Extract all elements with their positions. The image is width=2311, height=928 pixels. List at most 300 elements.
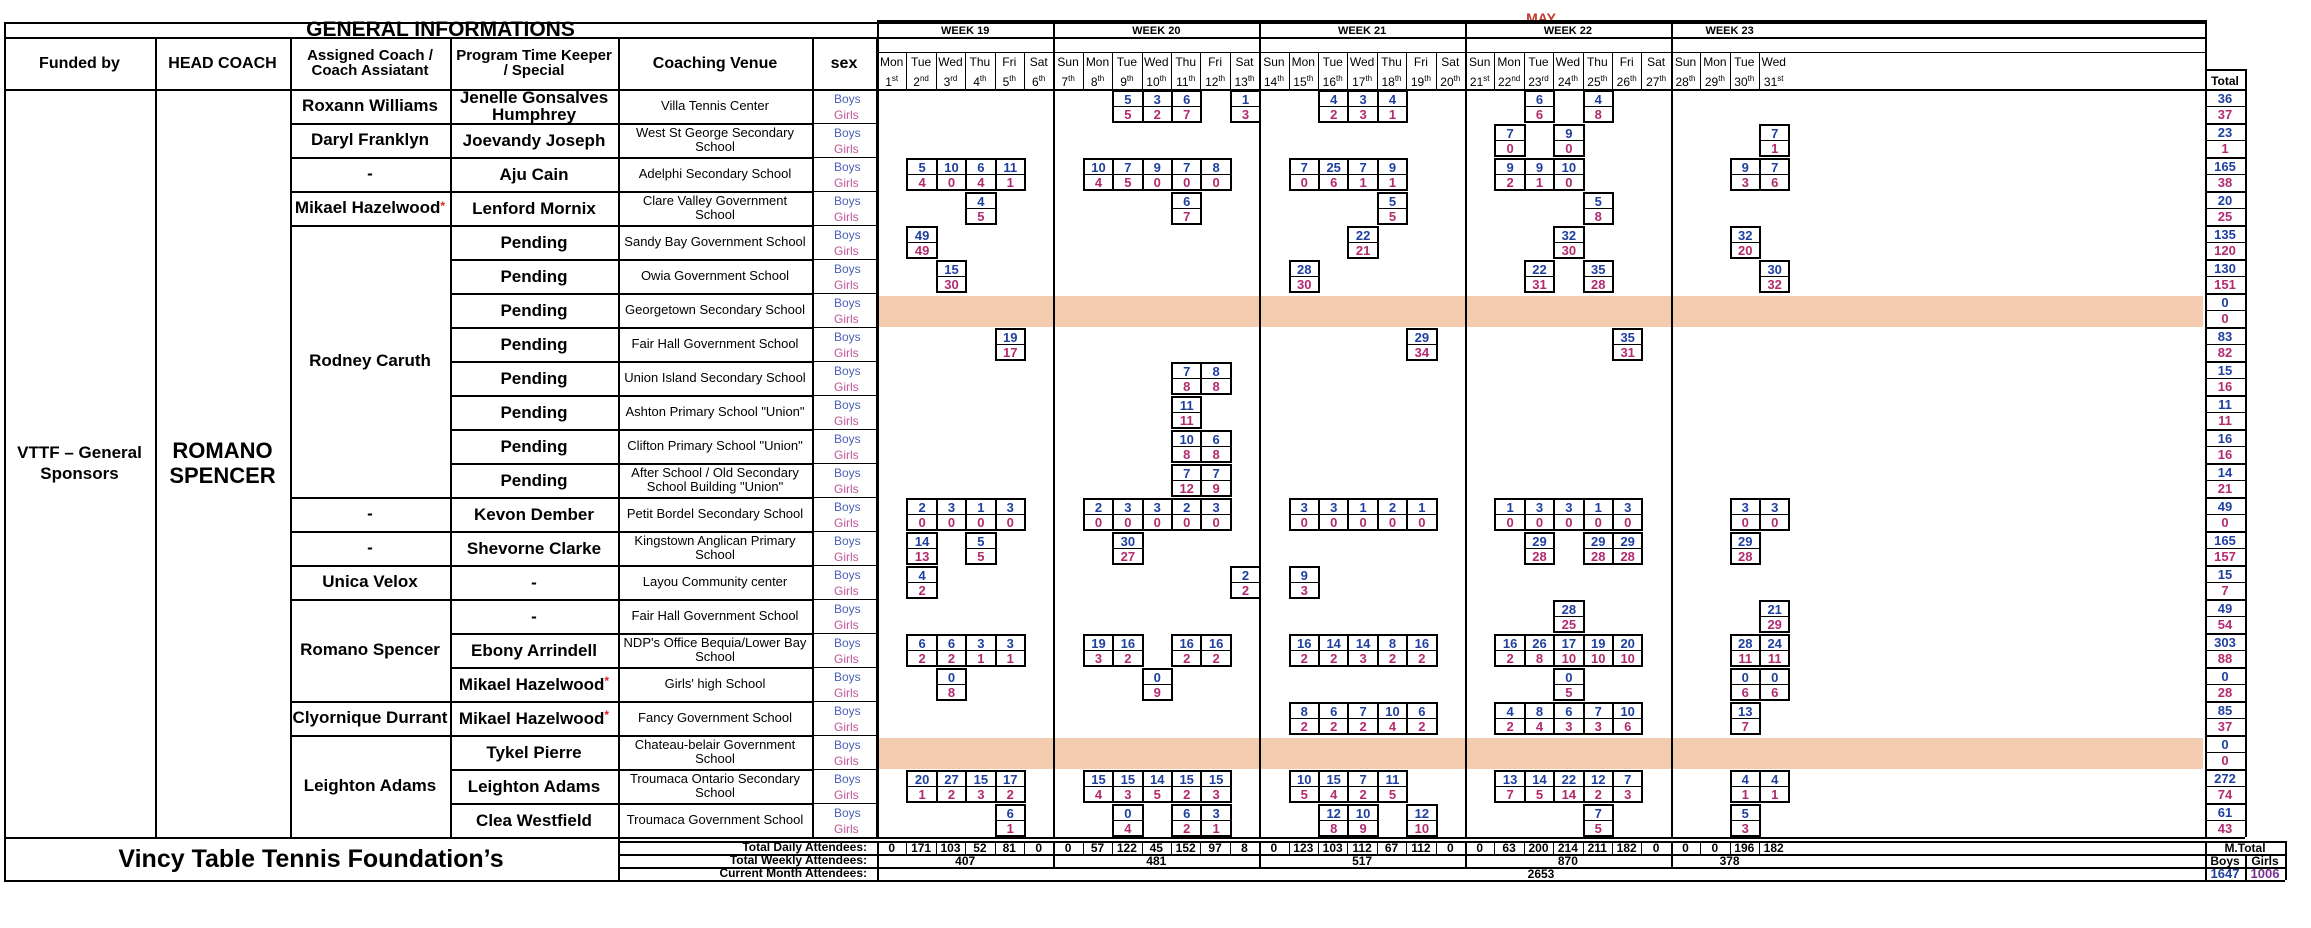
girls-grand-total: 1006	[2250, 866, 2280, 881]
girls-count: 6	[1759, 174, 1790, 191]
girls-count: 2	[906, 650, 937, 667]
girls-count: 2	[1171, 820, 1202, 837]
girls-count: 0	[1347, 514, 1378, 531]
boys-count: 24	[1759, 634, 1790, 651]
boys-count: 6	[995, 804, 1026, 821]
sex-boys: Boys	[834, 500, 861, 514]
day-name: Fri	[1619, 55, 1634, 69]
girls-count: 1	[906, 786, 937, 803]
sex-boys: Boys	[834, 772, 861, 786]
total-daily-label: Total Daily Attendees:	[742, 840, 867, 854]
day-date: 16th	[1322, 74, 1343, 89]
row-total-girls: 43	[2217, 820, 2233, 836]
girls-count: 11	[1759, 650, 1790, 667]
row-total-boys: 0	[2221, 736, 2229, 752]
day-date: 28th	[1675, 74, 1696, 89]
boys-count: 15	[936, 260, 967, 277]
total-weekly-label: Total Weekly Attendees:	[729, 853, 867, 867]
girls-count: 3	[965, 786, 996, 803]
weekly-total: 870	[1557, 853, 1578, 868]
girls-count: 7	[1171, 208, 1202, 225]
sex-boys: Boys	[834, 534, 861, 548]
boys-count: 19	[1583, 634, 1614, 651]
boys-count: 3	[1759, 498, 1790, 515]
day-date: 23rd	[1528, 74, 1549, 89]
girls-count: 10	[1406, 820, 1437, 837]
girls-count: 5	[965, 548, 996, 565]
day-name: Sun	[1469, 55, 1491, 69]
boys-count: 6	[1171, 804, 1202, 821]
row-total-boys: 23	[2217, 124, 2233, 140]
boys-count: 3	[1142, 90, 1173, 107]
boys-count: 16	[1171, 634, 1202, 651]
day-date: 25th	[1587, 74, 1608, 89]
boys-count: 9	[1377, 158, 1408, 175]
girls-count: 0	[936, 514, 967, 531]
coaching-venue: Petit Bordel Secondary School	[626, 506, 804, 521]
girls-count: 2	[1494, 650, 1525, 667]
boys-count: 7	[1347, 770, 1378, 787]
boys-count: 4	[1759, 770, 1790, 787]
girls-count: 0	[1730, 514, 1761, 531]
girls-count: 5	[965, 208, 996, 225]
row-total-boys: 165	[2214, 158, 2236, 174]
boys-count: 0	[936, 668, 967, 685]
girls-count: 5	[1377, 208, 1408, 225]
girls-count: 8	[1583, 106, 1614, 123]
girls-count: 6	[1524, 106, 1555, 123]
row-total-boys: 130	[2214, 260, 2236, 276]
boys-count: 35	[1583, 260, 1614, 277]
girls-count: 9	[1200, 480, 1231, 497]
boys-count: 27	[936, 770, 967, 787]
girls-count: 2	[1406, 718, 1437, 735]
boys-count: 11	[1377, 770, 1408, 787]
sex-girls: Girls	[834, 312, 859, 326]
girls-count: 3	[1083, 650, 1114, 667]
boys-count: 30	[1112, 532, 1143, 549]
day-name: Mon	[1291, 55, 1315, 69]
program-time-keeper: Mikael Hazelwood *	[458, 708, 610, 728]
day-date: 29th	[1704, 74, 1725, 89]
girls-count: 2	[1494, 718, 1525, 735]
boys-count: 0	[1730, 668, 1761, 685]
sex-girls: Girls	[834, 380, 859, 394]
daily-total: 0	[1682, 840, 1689, 855]
sex-girls: Girls	[834, 686, 859, 700]
foundation-title: Vincy Table Tennis Foundation’s	[118, 845, 504, 873]
girls-count: 2	[1318, 718, 1349, 735]
boys-count: 7	[1347, 158, 1378, 175]
program-time-keeper-header: Program Time Keeper / Special	[456, 47, 612, 79]
assigned-coach: Romano Spencer	[300, 640, 440, 659]
daily-total: 200	[1528, 840, 1549, 855]
girls-count: 3	[1289, 582, 1320, 599]
girls-count: 2	[1171, 650, 1202, 667]
sex-boys: Boys	[834, 806, 861, 820]
daily-total: 52	[973, 840, 987, 855]
day-date: 15th	[1293, 74, 1314, 89]
boys-count: 15	[1171, 770, 1202, 787]
boys-count: 1	[965, 498, 996, 515]
girls-count: 2	[1406, 650, 1437, 667]
day-date: 12th	[1205, 74, 1226, 89]
total-header: Total	[2211, 73, 2239, 88]
assigned-coach: -	[367, 538, 373, 557]
program-time-keeper: -	[531, 606, 537, 626]
day-name: Sat	[1029, 55, 1048, 69]
girls-count: 1	[1200, 820, 1231, 837]
girls-count: 2	[1377, 650, 1408, 667]
week-header: WEEK 20	[1132, 25, 1181, 37]
girls-count: 2	[1200, 650, 1231, 667]
day-date: 18th	[1381, 74, 1402, 89]
weekly-total: 407	[955, 853, 976, 868]
girls-count: 28	[1583, 548, 1614, 565]
girls-count: 3	[1200, 786, 1231, 803]
girls-count: 17	[995, 344, 1026, 361]
boys-count: 5	[1112, 90, 1143, 107]
girls-count: 3	[1230, 106, 1261, 123]
sex-boys: Boys	[834, 330, 861, 344]
row-total-girls: 74	[2217, 786, 2233, 802]
sex-girls: Girls	[834, 108, 859, 122]
weekly-total: 378	[1719, 853, 1740, 868]
boys-count: 3	[1347, 90, 1378, 107]
row-total-girls: 120	[2214, 242, 2236, 258]
coaching-venue: Sandy Bay Government School	[624, 234, 806, 249]
boys-count: 7	[1759, 124, 1790, 141]
program-time-keeper: Kevon Dember	[474, 504, 594, 524]
boys-count: 3	[995, 498, 1026, 515]
boys-count: 15	[965, 770, 996, 787]
boys-count: 7	[1171, 362, 1202, 379]
girls-count: 2	[1230, 582, 1261, 599]
boys-count: 25	[1318, 158, 1349, 175]
girls-count: 28	[1730, 548, 1761, 565]
boys-count: 15	[1318, 770, 1349, 787]
girls-count: 2	[1289, 650, 1320, 667]
daily-total: 45	[1149, 840, 1163, 855]
assigned-coach: Clyornique Durrant	[292, 708, 448, 727]
sex-boys: Boys	[834, 670, 861, 684]
assigned-coach-header: Assigned Coach / Coach Assiatant	[307, 47, 433, 79]
sex-girls: Girls	[834, 822, 859, 836]
girls-count: 0	[1524, 514, 1555, 531]
program-time-keeper: -	[531, 572, 537, 592]
day-date: 14th	[1263, 74, 1284, 89]
m-total-label: M.Total	[2224, 840, 2266, 855]
daily-total: 103	[940, 840, 961, 855]
sex-boys: Boys	[834, 262, 861, 276]
girls-count: 3	[1347, 650, 1378, 667]
day-date: 11th	[1176, 74, 1196, 89]
girls-count: 0	[1289, 174, 1320, 191]
row-total-boys: 15	[2217, 566, 2233, 582]
boys-count: 6	[1318, 702, 1349, 719]
sex-boys: Boys	[834, 126, 861, 140]
boys-label: Boys	[2210, 853, 2240, 868]
girls-count: 3	[1583, 718, 1614, 735]
daily-total: 81	[1002, 840, 1016, 855]
assigned-coach: -	[367, 504, 373, 523]
boys-count: 15	[1112, 770, 1143, 787]
boys-count: 4	[1583, 90, 1614, 107]
girls-count: 2	[1347, 718, 1378, 735]
boys-count: 5	[906, 158, 937, 175]
day-date: 9th	[1120, 74, 1134, 89]
boys-count: 6	[906, 634, 937, 651]
boys-count: 11	[1171, 396, 1202, 413]
assigned-coach: Daryl Franklyn	[310, 130, 430, 149]
boys-count: 7	[1347, 702, 1378, 719]
day-name: Fri	[1002, 55, 1017, 69]
sex-girls: Girls	[834, 414, 859, 428]
day-date: 24th	[1557, 74, 1578, 89]
boys-count: 17	[1553, 634, 1584, 651]
row-total-girls: 37	[2217, 106, 2233, 122]
coaching-venue: West St George Secondary School	[635, 125, 794, 154]
sex-boys: Boys	[834, 398, 861, 412]
girls-count: 32	[1759, 276, 1790, 293]
girls-count: 5	[1583, 820, 1614, 837]
girls-count: 2	[995, 786, 1026, 803]
current-month-label: Current Month Attendees:	[719, 866, 867, 880]
day-name: Mon	[1497, 55, 1521, 69]
daily-total: 8	[1241, 840, 1248, 855]
girls-count: 3	[1553, 718, 1584, 735]
boys-count: 1	[1347, 498, 1378, 515]
boys-count: 28	[1730, 634, 1761, 651]
day-name: Wed	[938, 55, 963, 69]
day-date: 21st	[1469, 74, 1490, 89]
week-header: WEEK 19	[941, 25, 990, 37]
highlight-band	[877, 296, 2203, 327]
daily-total: 0	[1270, 840, 1278, 855]
coaching-venue: Union Island Secondary School	[624, 370, 806, 385]
boys-count: 14	[1318, 634, 1349, 651]
boys-count: 7	[1171, 464, 1202, 481]
day-date: 8th	[1090, 74, 1105, 89]
boys-count: 14	[906, 532, 937, 549]
day-date: 6th	[1032, 74, 1046, 89]
boys-count: 12	[1318, 804, 1349, 821]
coaching-venue: Troumaca Government School	[626, 812, 804, 827]
girls-count: 4	[906, 174, 937, 191]
day-date: 1st	[885, 74, 899, 89]
boys-count: 7	[1583, 702, 1614, 719]
girls-count: 0	[1494, 140, 1525, 157]
girls-count: 49	[906, 242, 937, 259]
boys-count: 16	[1494, 634, 1525, 651]
day-name: Tue	[1528, 55, 1549, 69]
boys-count: 32	[1730, 226, 1761, 243]
girls-count: 1	[1730, 786, 1761, 803]
boys-count: 22	[1524, 260, 1555, 277]
row-total-girls: 25	[2217, 208, 2233, 224]
boys-count: 20	[906, 770, 937, 787]
daily-total: 67	[1384, 840, 1399, 855]
row-total-girls: 21	[2217, 480, 2233, 496]
boys-count: 3	[1524, 498, 1555, 515]
girls-count: 1	[1524, 174, 1555, 191]
girls-count: 0	[906, 514, 937, 531]
girls-count: 1	[1377, 106, 1408, 123]
girls-count: 27	[1112, 548, 1143, 565]
girls-count: 0	[1142, 514, 1173, 531]
program-time-keeper: Pending	[500, 368, 568, 388]
day-name: Tue	[1116, 55, 1137, 69]
girls-count: 0	[1171, 514, 1202, 531]
girls-count: 3	[1112, 786, 1143, 803]
sex-girls: Girls	[834, 720, 859, 734]
day-date: 2nd	[913, 74, 929, 89]
boys-count: 6	[1406, 702, 1437, 719]
program-time-keeper: Pending	[500, 300, 568, 320]
daily-total: 0	[1446, 840, 1454, 855]
boys-count: 2	[1083, 498, 1114, 515]
day-name: Sat	[1235, 55, 1254, 69]
day-name: Wed	[1349, 55, 1375, 69]
boys-count: 4	[1494, 702, 1525, 719]
boys-count: 3	[1200, 804, 1231, 821]
girls-count: 8	[1200, 378, 1231, 395]
program-time-keeper: Pending	[500, 436, 568, 456]
girls-count: 8	[1318, 820, 1349, 837]
day-date: 22nd	[1497, 74, 1521, 89]
girls-count: 0	[936, 174, 967, 191]
day-date: 20th	[1440, 74, 1461, 89]
girls-count: 2	[1289, 718, 1320, 735]
week-header: WEEK 23	[1705, 25, 1754, 37]
boys-count: 16	[1289, 634, 1320, 651]
daily-total: 0	[1035, 840, 1043, 855]
girls-count: 5	[1377, 786, 1408, 803]
day-name: Fri	[1208, 55, 1223, 69]
boys-count: 12	[1583, 770, 1614, 787]
girls-count: 5	[1553, 684, 1584, 701]
boys-count: 10	[1083, 158, 1114, 175]
sex-girls: Girls	[834, 278, 859, 292]
boys-count: 35	[1612, 328, 1643, 345]
boys-count: 6	[1171, 192, 1202, 209]
boys-count: 5	[1730, 804, 1761, 821]
program-time-keeper: Ebony Arrindell	[471, 640, 597, 660]
girls-count: 11	[1730, 650, 1761, 667]
row-total-boys: 83	[2217, 328, 2233, 344]
sex-girls: Girls	[834, 244, 859, 258]
boys-count: 3	[1142, 498, 1173, 515]
boys-count: 3	[1318, 498, 1349, 515]
day-date: 17th	[1352, 74, 1373, 89]
coaching-venue: Fair Hall Government School	[631, 608, 799, 623]
row-total-boys: 165	[2214, 532, 2236, 548]
boys-count: 9	[1553, 124, 1584, 141]
coaching-venue: Layou Community center	[642, 574, 788, 589]
day-name: Thu	[1175, 55, 1197, 69]
boys-count: 2	[1171, 498, 1202, 515]
sex-girls: Girls	[834, 550, 859, 564]
sex-girls: Girls	[834, 448, 859, 462]
day-name: Tue	[1322, 55, 1343, 69]
girls-count: 30	[1553, 242, 1584, 259]
girls-count: 6	[1612, 718, 1643, 735]
boys-count: 7	[1289, 158, 1320, 175]
girls-count: 10	[1553, 650, 1584, 667]
boys-count: 22	[1553, 770, 1584, 787]
day-date: 19th	[1410, 74, 1431, 89]
girls-count: 1	[1377, 174, 1408, 191]
daily-total: 122	[1116, 840, 1137, 855]
sex-boys: Boys	[834, 364, 861, 378]
boys-count: 3	[965, 634, 996, 651]
girls-count: 0	[1200, 514, 1231, 531]
girls-count: 0	[1200, 174, 1231, 191]
sex-girls: Girls	[834, 618, 859, 632]
girls-count: 6	[1730, 684, 1761, 701]
row-total-boys: 303	[2214, 634, 2236, 650]
girls-count: 5	[1112, 174, 1143, 191]
day-date: 10th	[1146, 74, 1167, 89]
sex-boys: Boys	[834, 568, 861, 582]
row-total-boys: 16	[2217, 430, 2233, 446]
row-total-boys: 61	[2217, 804, 2233, 820]
girls-count: 4	[1318, 786, 1349, 803]
boys-count: 6	[965, 158, 996, 175]
day-name: Fri	[1413, 55, 1428, 69]
program-time-keeper: Lenford Mornix	[472, 198, 596, 218]
month-total: 2653	[1527, 866, 1555, 881]
boys-count: 3	[936, 498, 967, 515]
boys-count: 2	[1230, 566, 1261, 583]
boys-count: 13	[1494, 770, 1525, 787]
daily-total: 112	[1411, 840, 1431, 855]
girls-count: 0	[1553, 140, 1584, 157]
girls-count: 34	[1406, 344, 1437, 361]
boys-count: 6	[1171, 90, 1202, 107]
daily-total: 182	[1616, 840, 1637, 855]
day-name: Tue	[1734, 55, 1755, 69]
boys-count: 8	[1200, 158, 1231, 175]
sex-girls: Girls	[834, 584, 859, 598]
boys-count: 3	[1612, 498, 1643, 515]
coaching-venue: Georgetown Secondary School	[625, 302, 805, 317]
boys-count: 4	[965, 192, 996, 209]
sex-girls: Girls	[834, 482, 859, 496]
row-total-girls: 54	[2217, 616, 2233, 632]
boys-count: 1	[1230, 90, 1261, 107]
day-date: 30th	[1734, 74, 1755, 89]
boys-count: 10	[1553, 158, 1584, 175]
coaching-venue: Villa Tennis Center	[661, 98, 769, 113]
girls-count: 6	[1318, 174, 1349, 191]
girls-count: 29	[1759, 616, 1790, 633]
girls-count: 2	[1318, 650, 1349, 667]
boys-count: 5	[1377, 192, 1408, 209]
day-date: 5th	[1002, 74, 1016, 89]
girls-count: 0	[1289, 514, 1320, 531]
boys-count: 19	[1083, 634, 1114, 651]
boys-count: 28	[1289, 260, 1320, 277]
girls-count: 28	[1612, 548, 1643, 565]
boys-count: 2	[906, 498, 937, 515]
boys-count: 29	[1406, 328, 1437, 345]
girls-count: 2	[1494, 174, 1525, 191]
boys-count: 15	[1200, 770, 1231, 787]
boys-grand-total: 1647	[2210, 866, 2240, 881]
general-informations-title: GENERAL INFORMATIONS	[306, 18, 575, 41]
program-time-keeper: Pending	[500, 232, 568, 252]
